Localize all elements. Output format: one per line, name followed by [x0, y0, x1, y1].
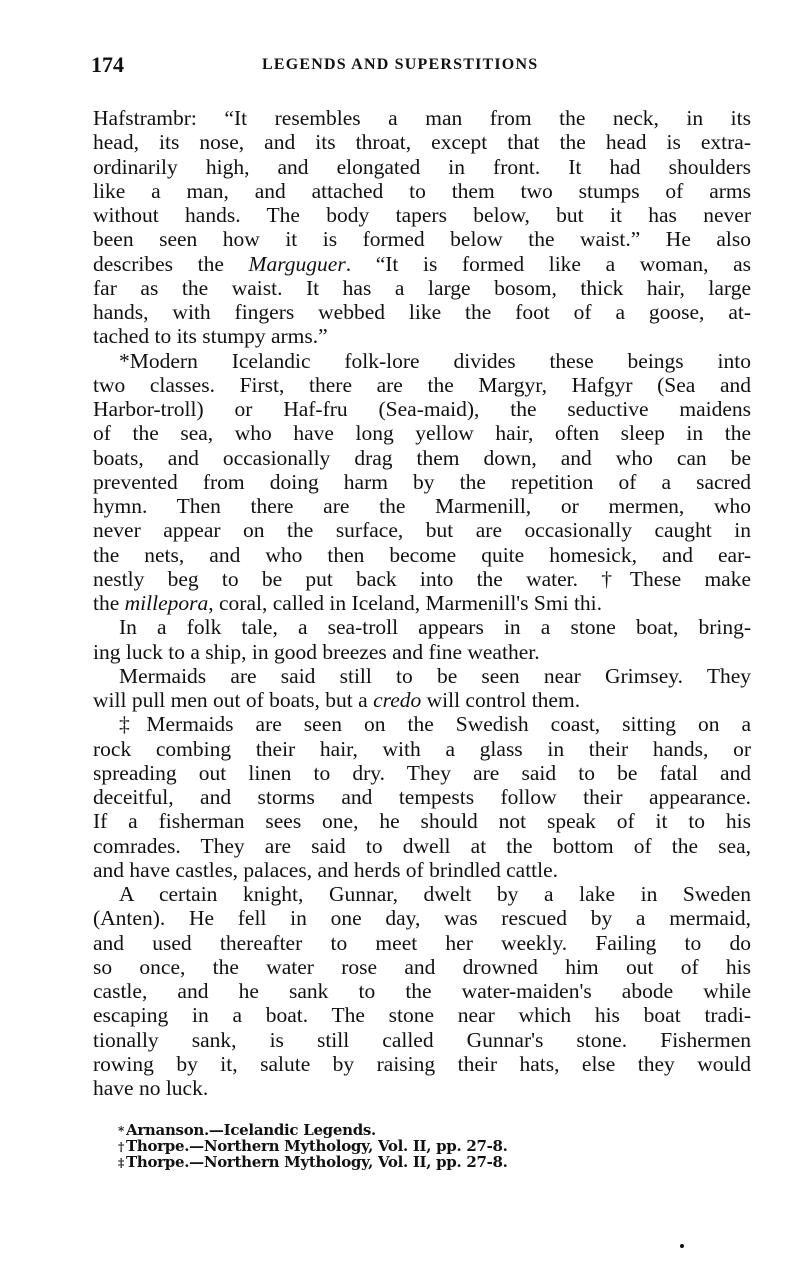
text-line [93, 494, 751, 518]
text-segment: two classes. First, there are the Margyr, Hafgyr (Sea and [93, 372, 751, 397]
text-line [93, 446, 751, 470]
italic-term: millepora [124, 591, 209, 615]
footnote-mark: ‡ [118, 1156, 124, 1170]
text-segment: . “It is formed like a woman, as [345, 251, 751, 276]
text-line [93, 106, 751, 130]
text-line [93, 1052, 751, 1076]
text-segment: A certain knight, Gunnar, dwelt by a lake in Sweden [119, 882, 751, 906]
text-segment: been seen how it is formed below the waist.” He also [93, 227, 751, 252]
text-segment: rowing by it, salute by raising their hats, else they would [93, 1051, 751, 1076]
text-segment: tached to its stumpy arms.” [93, 324, 328, 349]
text-line [93, 882, 751, 906]
text-line [93, 1028, 751, 1052]
text-segment: rock combing their hair, with a glass in their hands, or [93, 736, 751, 761]
text-segment: boats, and occasionally drag them down, and who can be [93, 445, 751, 470]
text-segment: never appear on the surface, but are occasionally caught in [93, 518, 751, 543]
text-segment: deceitful, and storms and tempests follow their appearance. [93, 785, 751, 809]
text-line [93, 373, 751, 397]
text-segment: (Anten). He fell in one day, was rescued by a mermaid, [93, 906, 751, 931]
text-line [93, 518, 751, 542]
text-line [93, 688, 751, 712]
text-line [93, 931, 751, 955]
text-segment: and used thereafter to meet her weekly. Failing to do [93, 930, 751, 955]
text-segment: will pull men out of boats, but a [93, 688, 374, 712]
text-line [93, 1003, 751, 1027]
text-segment: like a man, and attached to them two stumps of arms [93, 178, 751, 203]
text-segment: and have castles, palaces, and herds of brindled cattle. [93, 857, 559, 882]
text-line [93, 737, 751, 761]
text-segment: prevented from doing harm by the repetition of a sacred [93, 469, 751, 494]
text-line [93, 300, 751, 324]
text-segment: *Modern Icelandic folk-lore divides these beings into [119, 348, 751, 373]
text-segment: so once, the water rose and drowned him out of his [93, 954, 751, 979]
running-head: LEGENDS AND SUPERSTITIONS [262, 56, 539, 73]
footnote-mark: † [118, 1140, 124, 1154]
text-segment: of the sea, who have long yellow hair, often sleep in the [93, 421, 751, 446]
text-segment: nestly beg to be put back into the water. †These make [93, 566, 751, 591]
text-segment: describes the [93, 251, 249, 276]
text-segment: the [93, 591, 125, 615]
text-segment: head, its nose, and its throat, except that the head is extra- [93, 130, 751, 155]
text-line [93, 1076, 751, 1100]
text-segment: If a fisherman sees one, he should not speak of it to his [93, 809, 751, 834]
text-segment: ordinarily high, and elongated in front. It had shoulders [93, 154, 751, 179]
text-line [93, 615, 751, 639]
text-line [93, 203, 751, 227]
text-segment: far as the waist. It has a large bosom, thick hair, large [93, 275, 751, 300]
text-segment: spreading out linen to dry. They are said to be fatal and [93, 760, 751, 785]
text-line [93, 421, 751, 445]
text-segment: tionally sank, is still called Gunnar's stone. Fishermen [93, 1027, 751, 1052]
text-line [93, 567, 751, 591]
page-number: 174 [91, 52, 124, 77]
italic-term: credo [373, 688, 422, 712]
text-line [93, 834, 751, 858]
text-segment: comrades. They are said to dwell at the bottom of the sea, [93, 833, 751, 858]
text-line [93, 227, 751, 251]
text-line [93, 712, 751, 736]
italic-term: Marguguer [248, 251, 346, 276]
text-line [93, 349, 751, 373]
text-segment: hands, with fingers webbed like the foot of a goose, at- [93, 300, 751, 324]
text-line [93, 785, 751, 809]
text-segment: , coral, called in Iceland, Marmenill's Smi thi. [208, 591, 603, 615]
text-line [93, 155, 751, 179]
footnote [118, 1155, 508, 1171]
text-line [93, 906, 751, 930]
scan-speck [680, 1244, 684, 1248]
text-line [93, 470, 751, 494]
footnotes [118, 1123, 508, 1171]
text-segment: In a folk tale, a sea-troll appears in a stone boat, bring- [119, 615, 751, 640]
text-line [93, 979, 751, 1003]
text-segment: ‡Mermaids are seen on the Swedish coast, sitting on a [119, 712, 751, 737]
text-line [93, 543, 751, 567]
text-line [93, 130, 751, 154]
text-segment: the nets, and who then become quite homesick, and ear- [93, 542, 751, 567]
text-segment: ing luck to a ship, in good breezes and fine weather. [93, 639, 540, 664]
text-segment: hymn. Then there are the Marmenill, or mermen, who [93, 494, 751, 518]
text-segment: will control them. [421, 688, 581, 712]
footnote-text: Thorpe.—Northern Mythology, Vol. II, pp. 27-8. [125, 1153, 508, 1171]
text-segment: Harbor-troll) or Haf-fru (Sea-maid), the seductive maidens [93, 397, 751, 421]
text-line [93, 397, 751, 421]
text-line [93, 252, 751, 276]
text-line [93, 179, 751, 203]
text-line [93, 809, 751, 833]
text-line [93, 591, 751, 615]
footnote-text: Arnanson.—Icelandic Legends. [125, 1121, 376, 1139]
text-segment: Mermaids are said still to be seen near Grimsey. They [119, 663, 751, 688]
text-segment: castle, and he sank to the water-maiden's abode while [93, 979, 751, 1003]
text-line [93, 761, 751, 785]
text-line [93, 664, 751, 688]
text-line [93, 858, 751, 882]
text-line [93, 324, 751, 348]
footnote-text: Thorpe.—Northern Mythology, Vol. II, pp. 27-8. [125, 1137, 508, 1155]
text-line [93, 640, 751, 664]
text-segment: have no luck. [93, 1076, 209, 1100]
text-segment: Hafstrambr: “It resembles a man from the neck, in its [93, 106, 751, 130]
text-segment: escaping in a boat. The stone near which his boat tradi- [93, 1003, 751, 1028]
footnote-mark: * [118, 1124, 124, 1138]
text-line [93, 276, 751, 300]
body-text [93, 106, 751, 1100]
text-line [93, 955, 751, 979]
text-segment: without hands. The body tapers below, but it has never [93, 203, 751, 227]
